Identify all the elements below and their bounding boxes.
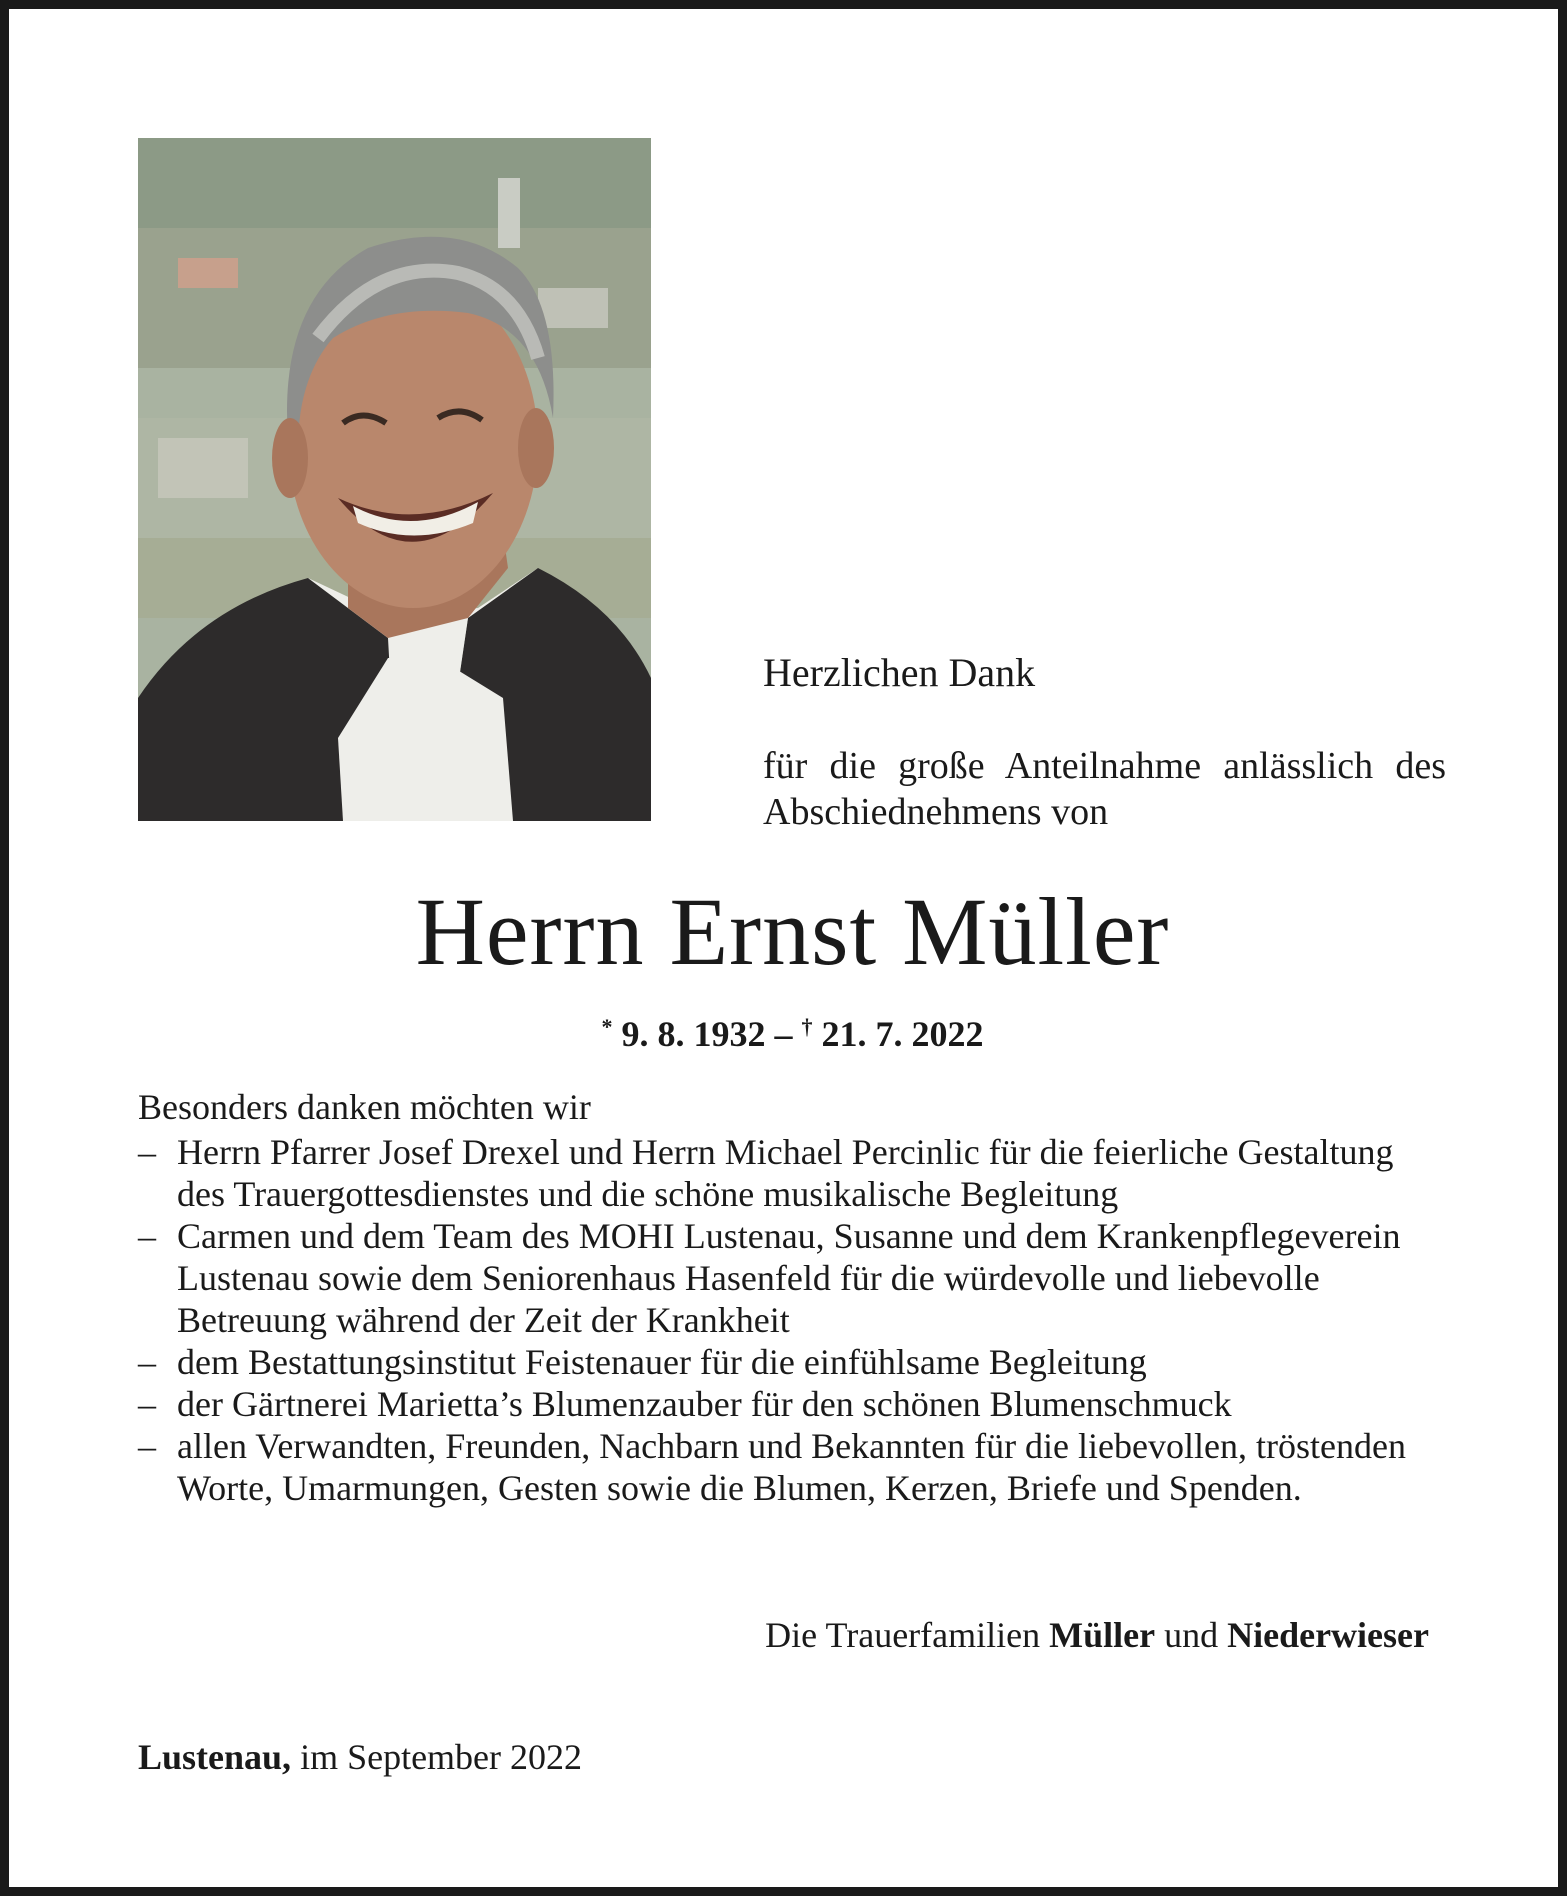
list-item-text: Herrn Pfarrer Josef Drexel und Herrn Michael Percinlic für die feierliche Gestaltung des Trauergottesdienstes und die schöne musikalische Begleitung: [177, 1132, 1394, 1214]
birth-symbol: *: [601, 1014, 613, 1039]
list-item: [138, 1215, 1446, 1341]
dash-bullet: –: [138, 1132, 156, 1172]
deceased-name: Herrn Ernst Müller: [415, 878, 1170, 985]
life-dates: [9, 1005, 1567, 1056]
dash-bullet: –: [138, 1426, 156, 1466]
list-item-text: dem Bestattungsinstitut Feistenauer für die einfühlsame Begleitung: [177, 1342, 1147, 1382]
thanks-text: für die große Anteilnahme anlässlich des Abschiednehmens von: [763, 745, 1446, 833]
list-item-text: Carmen und dem Team des MOHI Lustenau, Susanne und dem Krankenpflegeverein Lustenau sowie dem Seniorenhaus Hasenfeld für die würdevolle und liebevolle Betreuung während der Zeit der Krankheit: [177, 1216, 1401, 1340]
signature-conjunction: und: [1164, 1615, 1219, 1655]
family-name-2: Niederwieser: [1227, 1615, 1429, 1655]
list-item: [138, 1131, 1446, 1215]
list-item: [138, 1425, 1446, 1509]
acknowledgements-intro: Besonders danken möchten wir: [138, 1087, 591, 1127]
list-item-text: allen Verwandten, Freunden, Nachbarn und Bekannten für die liebevollen, tröstenden Worte, Umarmungen, Gesten sowie die Blumen, Kerzen, Briefe und Spenden.: [177, 1426, 1406, 1508]
death-symbol: †: [801, 1014, 813, 1039]
list-item-text: der Gärtnerei Marietta’s Blumenzauber für den schönen Blumenschmuck: [177, 1384, 1232, 1424]
signature-prefix: Die Trauerfamilien: [765, 1615, 1041, 1655]
place-date: [138, 1736, 582, 1778]
death-date: 21. 7. 2022: [821, 1014, 984, 1054]
list-item: [138, 1341, 1446, 1383]
dash-bullet: –: [138, 1342, 156, 1382]
family-name-1: Müller: [1049, 1615, 1156, 1655]
thanks-heading: Herzlichen Dank: [763, 650, 1036, 695]
acknowledgements-list: [138, 1131, 1446, 1509]
place: Lustenau,: [138, 1737, 292, 1777]
dash-bullet: –: [138, 1384, 156, 1424]
list-item: [138, 1383, 1446, 1425]
portrait-photo: [138, 138, 651, 821]
dash-bullet: –: [138, 1216, 156, 1256]
date: im September 2022: [300, 1737, 583, 1777]
birth-date: 9. 8. 1932: [621, 1014, 766, 1054]
thanks-block: [763, 649, 1446, 835]
date-separator: –: [774, 1014, 793, 1054]
signature: [765, 1614, 1429, 1656]
